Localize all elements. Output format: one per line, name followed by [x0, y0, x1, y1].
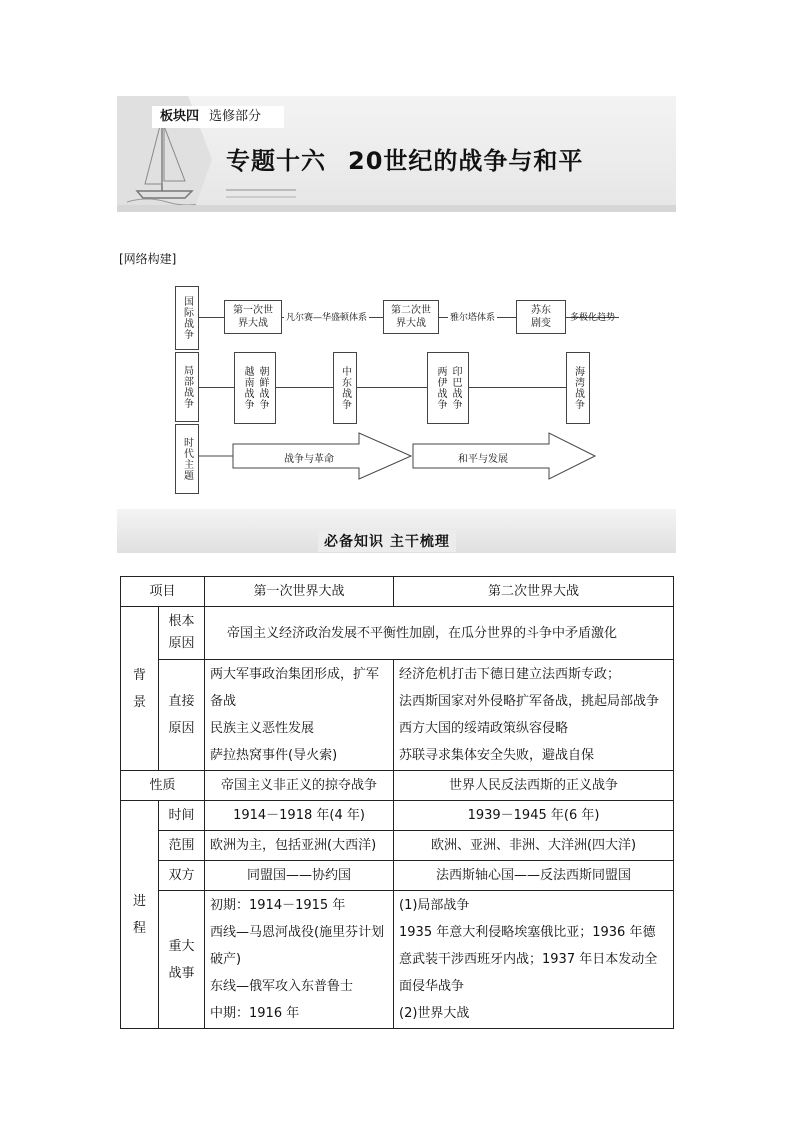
ww2-battles [394, 891, 674, 1029]
ww1-battle-line: 东线—俄军攻入东普鲁士 [210, 979, 354, 994]
node-soviet-text: 苏东剧变 [531, 305, 551, 329]
ww2-direct-line: 西方大国的绥靖政策纵容侵略 [399, 721, 569, 736]
ww1-nature: 帝国主义非正义的掠夺战争 [205, 771, 394, 801]
network-title: [网络构建] [119, 252, 177, 266]
group-process-text: 进程 [132, 893, 146, 936]
ww2-time: 1939－1945 年(6 年) [394, 801, 674, 831]
ww1-battle-line: 西线—马恩河战役(施里芬计划破产) [210, 925, 385, 967]
ww2-direct-line: 经济危机打击下德日建立法西斯专政； [399, 667, 621, 682]
label-scope: 范围 [159, 831, 205, 861]
ww2-nature: 世界人民反法西斯的正义战争 [394, 771, 674, 801]
node-mideast: 中东战争 [333, 352, 357, 424]
label-time: 时间 [159, 801, 205, 831]
group-process [121, 801, 159, 1029]
node-indopak: 印巴战争 [450, 366, 461, 410]
label-system1: 凡尔赛—华盛顿体系 [284, 310, 369, 323]
node-ww1 [224, 300, 282, 334]
header-item: 项目 [121, 577, 205, 607]
ww2-sides: 法西斯轴心国——反法西斯同盟国 [394, 861, 674, 891]
divider [226, 196, 296, 198]
ww1-direct-line: 萨拉热窝事件(导火索) [210, 748, 338, 763]
group-background [121, 607, 159, 771]
node-korea-vietnam [234, 352, 276, 424]
row-label-theme: 时代主题 [175, 424, 199, 494]
ww1-sides: 同盟国——协约国 [205, 861, 394, 891]
chapter-title: 20世纪的战争与和平 [348, 147, 584, 175]
root-cause-text: 帝国主义经济政治发展不平衡性加剧，在瓜分世界的斗争中矛盾激化 [205, 607, 674, 660]
table-row [121, 771, 674, 801]
section-label: 板块四 [160, 109, 200, 124]
label-battles [159, 891, 205, 1029]
table-row [121, 660, 674, 771]
table-row [121, 861, 674, 891]
node-iraniraq: 两伊战争 [435, 366, 446, 410]
node-soviet [516, 300, 566, 334]
ww1-time: 1914－1918 年(4 年) [205, 801, 394, 831]
node-vietnam: 越南战争 [242, 366, 253, 410]
direct-label-text: 直接原因 [168, 694, 195, 736]
node-indopak-iraniraq [427, 352, 469, 424]
arrow1-label: 战争与革命 [284, 454, 334, 465]
group-background-text: 背景 [132, 667, 146, 710]
ww1-direct-cause [205, 660, 394, 771]
ww2-direct-cause [394, 660, 674, 771]
banner-bottom-strip [117, 205, 676, 212]
ww2-scope: 欧洲、亚洲、非洲、大洋洲(四大洋) [394, 831, 674, 861]
header-ww1: 第一次世界大战 [205, 577, 394, 607]
section-sub: 选修部分 [209, 109, 262, 124]
node-gulf: 海湾战争 [566, 352, 590, 424]
label-nature: 性质 [121, 771, 205, 801]
row-label-local: 局部战争 [175, 352, 199, 422]
ww1-direct-line: 两大军事政治集团形成，扩军备战 [210, 667, 380, 709]
ww2-battle-line: (2)世界大战 [399, 1006, 470, 1021]
ww1-battles [205, 891, 394, 1029]
table-row [121, 831, 674, 861]
ww2-direct-line: 苏联寻求集体安全失败，避战自保 [399, 748, 595, 763]
battles-label-text: 重大战事 [168, 938, 195, 981]
label-direct-cause [159, 660, 205, 771]
ww1-battle-line: 中期：1916 年 [210, 1006, 300, 1021]
node-ww2-text: 第二次世界大战 [391, 305, 431, 329]
ww1-direct-line: 民族主义恶性发展 [210, 721, 315, 736]
node-ww2 [383, 300, 439, 334]
table-row [121, 607, 674, 660]
chapter-number: 专题十六 [226, 147, 326, 175]
node-ww1-text: 第一次世界大战 [233, 305, 273, 329]
label-trend: 多极化趋势 [570, 313, 616, 323]
header-ww2: 第二次世界大战 [394, 577, 674, 607]
ww2-battle-line: 1935 年意大利侵略埃塞俄比亚；1936 年德意武装干涉西班牙内战；1937 年日本发动全面侵华战争 [399, 925, 658, 994]
label-system2: 雅尔塔体系 [448, 310, 497, 323]
row-label-international: 国际战争 [175, 286, 199, 350]
ww1-battle-line: 初期：1914－1915 年 [210, 898, 346, 913]
theme-arrows [199, 430, 599, 482]
label-sides: 双方 [159, 861, 205, 891]
comparison-table [120, 576, 674, 1029]
section-tab [152, 106, 284, 128]
node-korea: 朝鲜战争 [257, 366, 268, 410]
page-title [226, 141, 583, 176]
divider [226, 189, 296, 191]
label-root-cause [159, 607, 205, 660]
table-header-row [121, 577, 674, 607]
table-row [121, 801, 674, 831]
arrow2-label: 和平与发展 [458, 454, 508, 465]
section-title: 必备知识 主干梳理 [318, 530, 456, 552]
ww1-scope: 欧洲为主，包括亚洲(大西洋) [205, 831, 394, 861]
ww2-battle-line: (1)局部战争 [399, 898, 470, 913]
root-label-text: 根本原因 [168, 614, 195, 651]
table-row [121, 891, 674, 1029]
ww2-direct-line: 法西斯国家对外侵略扩军备战，挑起局部战争 [399, 694, 660, 709]
